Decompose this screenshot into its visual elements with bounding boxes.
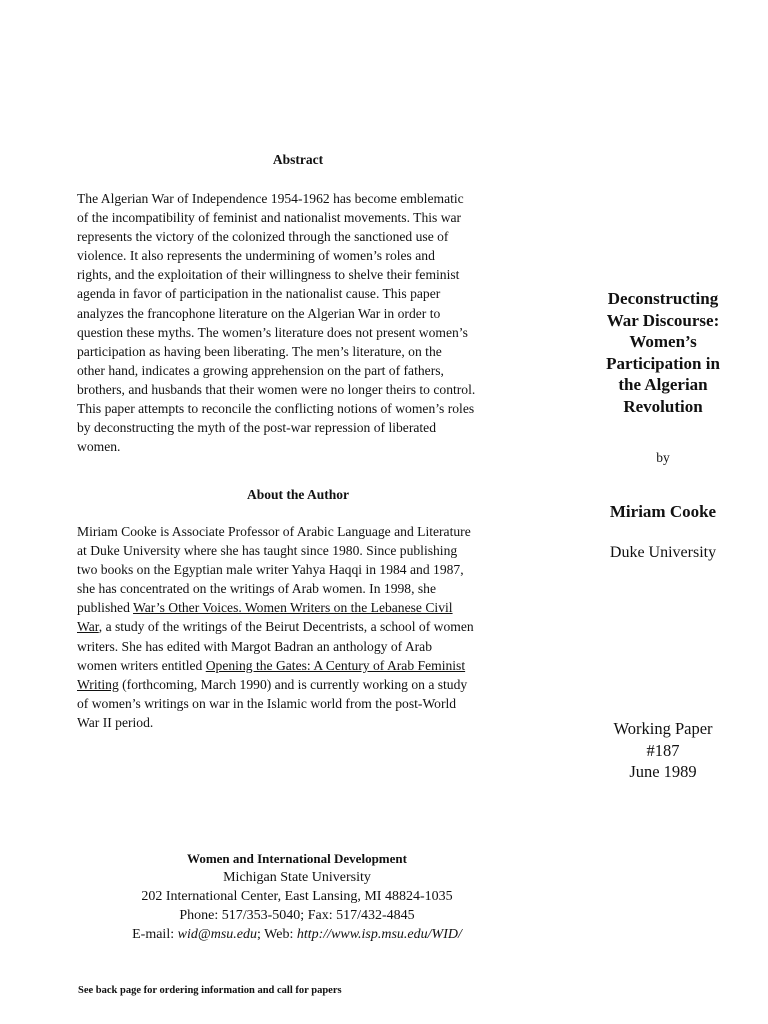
publisher-contact-block — [60, 849, 534, 944]
abstract-line: agenda in favor of participation in the nationalist cause. This paper — [77, 286, 441, 302]
author-line-text: (forthcoming, March 1990) and is currently working on a study — [118, 676, 468, 692]
abstract-line: analyzes the francophone literature on the Algerian War in order to — [77, 305, 441, 321]
abstract-line: represents the victory of the colonized through the sanctioned use of — [77, 229, 449, 245]
contact-line — [60, 925, 534, 944]
author-name: Miriam Cooke — [609, 502, 717, 521]
title-line: the Algerian — [618, 375, 708, 394]
author-line-text: published — [77, 600, 134, 616]
abstract-line: violence. It also represents the undermining of women’s roles and — [77, 248, 435, 264]
web-address: http://www.isp.msu.edu/WID/ — [296, 927, 462, 942]
author-line: at Duke University where she has taught since 1980. Since publishing — [77, 543, 458, 559]
email-label: E-mail: — [132, 927, 178, 942]
author-line — [77, 598, 527, 617]
about-author-body — [77, 522, 527, 732]
author-line: Miriam Cooke is Associate Professor of Arabic Language and Literature — [77, 524, 471, 539]
abstract-body — [77, 189, 527, 456]
author-line: two books on the Egyptian male writer Yahya Haqqi in 1984 and 1987, — [77, 562, 464, 578]
abstract-line: question these myths. The women’s literature does not present women’s — [77, 324, 468, 340]
about-author-heading: About the Author — [246, 487, 349, 502]
author-affiliation: Duke University — [609, 544, 717, 561]
paper-date: June 1989 — [629, 762, 697, 781]
abstract-line: rights, and the exploitation of their willingness to shelve their feminist — [77, 267, 460, 283]
title-line: Deconstructing — [607, 289, 719, 308]
org-name: Women and International Development — [187, 851, 407, 866]
title-line: Women’s — [629, 332, 697, 351]
abstract-line: by deconstructing the myth of the post-war repression of liberated — [77, 420, 436, 436]
abstract-line: of the incompatibility of feminist and nationalist movements. This war — [77, 210, 462, 226]
abstract-line: participation as having been liberating. The men’s literature, on the — [77, 343, 442, 359]
author-line: she has concentrated on the writings of Arab women. In 1998, she — [77, 581, 437, 597]
book-title-wars-other-voices: War’s Other Voices. Women Writers on the Lebanese Civil — [133, 600, 453, 616]
author-line — [77, 617, 527, 636]
author-line — [77, 675, 527, 694]
postal-address: 202 International Center, East Lansing, MI 48824-1035 — [141, 889, 453, 904]
book-title-opening-the-gates: Opening the Gates: A Century of Arab Feminist — [205, 657, 466, 673]
phone-fax: Phone: 517/353-5040; Fax: 517/432-4845 — [179, 908, 415, 923]
web-label: ; Web: — [257, 927, 297, 942]
title-line: Revolution — [623, 396, 703, 416]
author-line: of women’s writings on war in the Islamic world from the post-World — [77, 695, 457, 711]
author-line-text: women writers entitled — [77, 657, 206, 673]
series-label: Working Paper — [613, 719, 713, 738]
author-line-text: , a study of the writings of the Beirut Decentrists, a school of women — [98, 619, 474, 635]
abstract-line: other hand, indicates a growing apprehension on the part of fathers, — [77, 362, 444, 378]
email-address: wid@msu.edu — [177, 927, 257, 942]
abstract-line: The Algerian War of Independence 1954-1962 has become emblematic — [77, 191, 464, 206]
title-line: War Discourse: — [606, 310, 720, 330]
by-label: by — [656, 450, 670, 465]
author-line: writers. She has edited with Margot Badran an anthology of Arab — [77, 638, 432, 654]
author-line: War II period. — [77, 714, 154, 730]
paper-number: #187 — [646, 740, 680, 760]
author-line — [77, 656, 527, 675]
book-title-wars-other-voices-end: War — [77, 619, 99, 635]
abstract-line: brothers, and husbands that their women were no longer theirs to control. — [77, 381, 476, 397]
book-title-opening-the-gates-end: Writing — [77, 676, 119, 692]
back-page-note: See back page for ordering information and call for papers — [78, 985, 342, 996]
title-line: Participation in — [606, 353, 720, 373]
abstract-line: women. — [77, 439, 121, 455]
paper-title — [578, 288, 748, 417]
university-name: Michigan State University — [223, 870, 371, 885]
abstract-line: This paper attempts to reconcile the conflicting notions of women’s roles — [77, 401, 475, 417]
working-paper-info — [578, 718, 748, 783]
abstract-heading: Abstract — [272, 152, 324, 167]
